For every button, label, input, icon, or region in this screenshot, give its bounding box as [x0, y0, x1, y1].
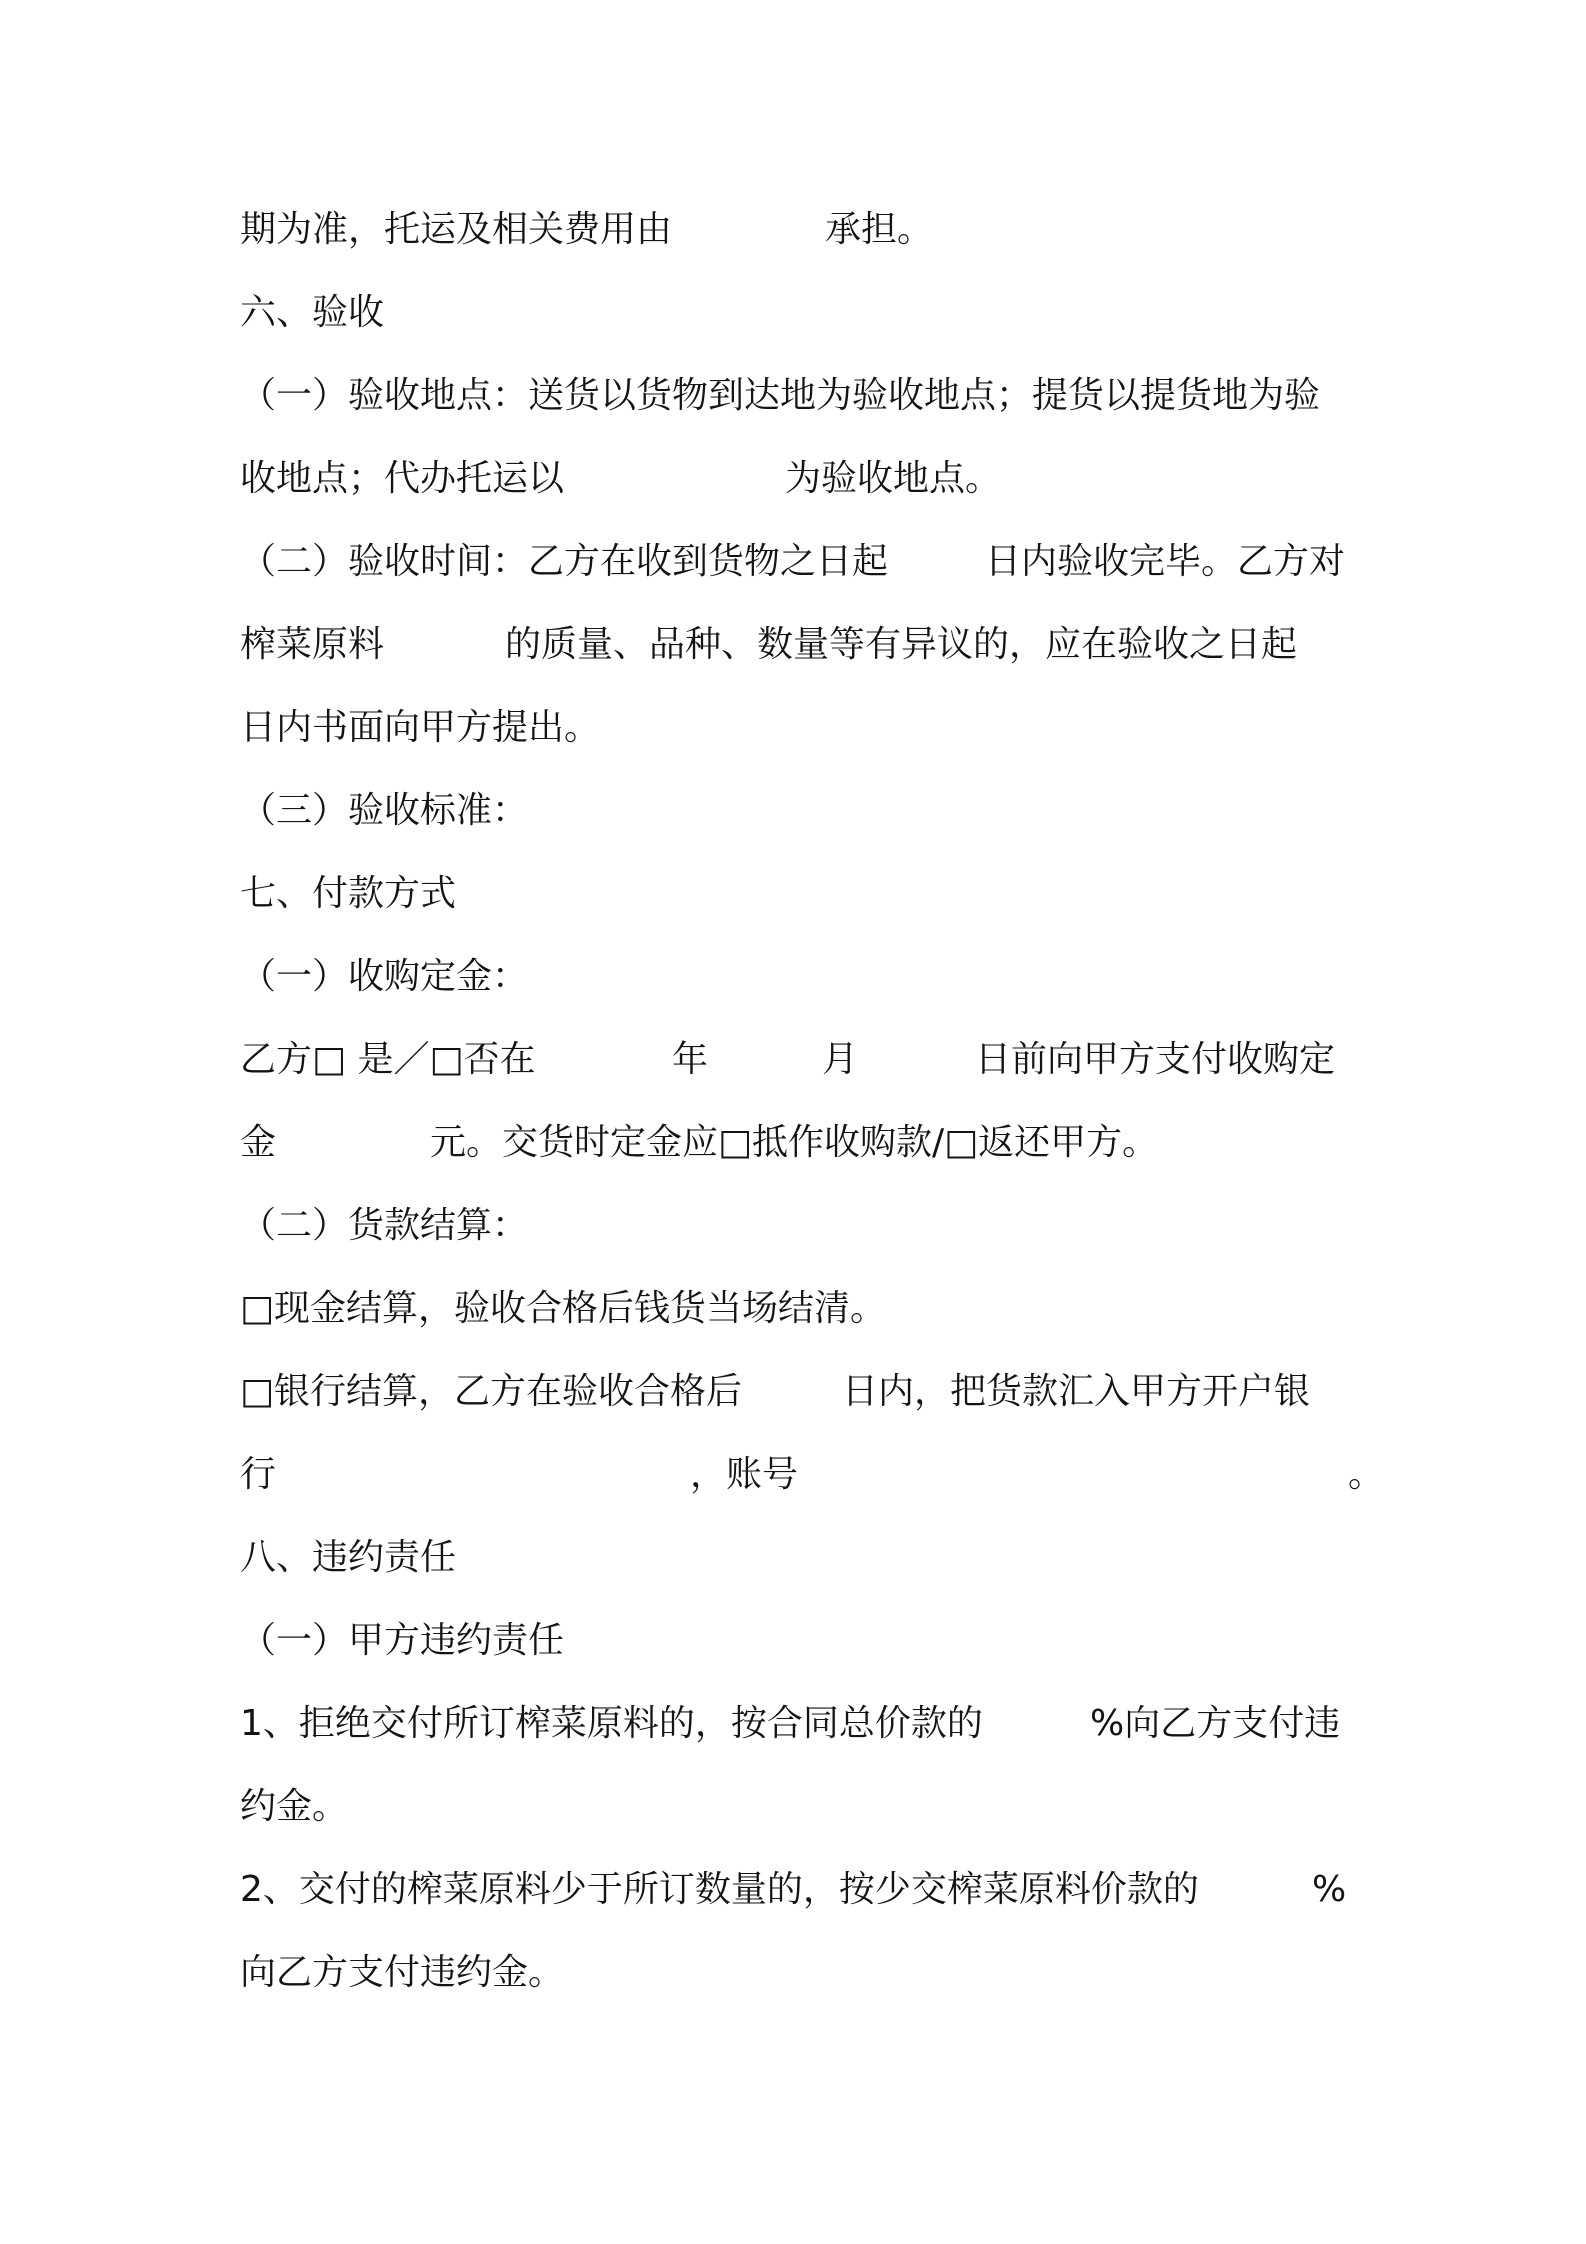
text-segment: 六、验收 [240, 292, 385, 333]
text-line [0, 1777, 1586, 1837]
text-segment: 榨菜原料 [240, 624, 385, 665]
text-segment: 日内验收完毕。乙方对 [985, 541, 1346, 582]
text-segment: 向乙方支付违约金。 [240, 1952, 565, 1993]
text-segment: 2、交付的榨菜原料少于所订数量的，按少交榨菜原料价款的 [240, 1869, 1199, 1910]
text-segment: 。 [1348, 1454, 1385, 1495]
text-line [0, 1113, 1586, 1173]
text-segment: 金 [240, 1122, 277, 1163]
text-line [0, 1860, 1586, 1920]
text-line [0, 532, 1586, 592]
text-segment: 为验收地点。 [785, 458, 1002, 499]
text-segment: （一）验收地点：送货以货物到达地为验收地点；提货以提货地为验 [240, 375, 1321, 416]
text-segment: 日内书面向甲方提出。 [240, 707, 601, 748]
text-line [0, 947, 1586, 1007]
text-segment: （一）甲方违约责任 [240, 1620, 565, 1661]
text-segment: 年 [672, 1039, 709, 1080]
text-segment: 乙方□ 是／□否在 [240, 1039, 536, 1080]
text-line [0, 1445, 1586, 1505]
text-line [0, 1196, 1586, 1256]
text-segment: 1、拒绝交付所订榨菜原料的，按合同总价款的 [240, 1703, 983, 1744]
text-segment: ，账号 [690, 1454, 799, 1495]
text-segment: 约金。 [240, 1786, 349, 1827]
text-segment: 行 [240, 1454, 277, 1495]
text-line [0, 1279, 1586, 1339]
text-segment: 日内，把货款汇入甲方开户银 [842, 1371, 1311, 1412]
text-segment: （二）货款结算： [240, 1205, 529, 1246]
section-heading [0, 1528, 1586, 1588]
text-line [0, 200, 1586, 260]
text-line [0, 1611, 1586, 1671]
text-segment: 七、付款方式 [240, 873, 457, 914]
text-line [0, 366, 1586, 426]
text-line [0, 1694, 1586, 1754]
text-line [0, 1362, 1586, 1422]
text-segment: □现金结算，验收合格后钱货当场结清。 [240, 1288, 887, 1329]
text-line [0, 1943, 1586, 2003]
text-segment: 八、违约责任 [240, 1537, 457, 1578]
text-segment: （一）收购定金： [240, 956, 529, 997]
text-segment: 日前向甲方支付收购定 [975, 1039, 1336, 1080]
text-segment: 收地点；代办托运以 [240, 458, 565, 499]
text-line [0, 615, 1586, 675]
text-segment: （三）验收标准： [240, 790, 529, 831]
text-segment: 期为准，托运及相关费用由 [240, 209, 673, 250]
text-segment: 元。交货时定金应□抵作收购款/□返还甲方。 [430, 1122, 1159, 1163]
text-segment: （二）验收时间：乙方在收到货物之日起 [240, 541, 889, 582]
text-segment: 月 [822, 1039, 859, 1080]
text-segment: %向乙方支付违 [1090, 1703, 1341, 1744]
text-segment: % [1312, 1869, 1347, 1910]
text-segment: 承担。 [825, 209, 934, 250]
text-line [0, 1030, 1586, 1090]
text-segment: 的质量、品种、数量等有异议的，应在验收之日起 [505, 624, 1298, 665]
section-heading [0, 283, 1586, 343]
text-line [0, 781, 1586, 841]
text-line [0, 698, 1586, 758]
text-segment: □银行结算，乙方在验收合格后 [240, 1371, 743, 1412]
section-heading [0, 864, 1586, 924]
text-line [0, 449, 1586, 509]
